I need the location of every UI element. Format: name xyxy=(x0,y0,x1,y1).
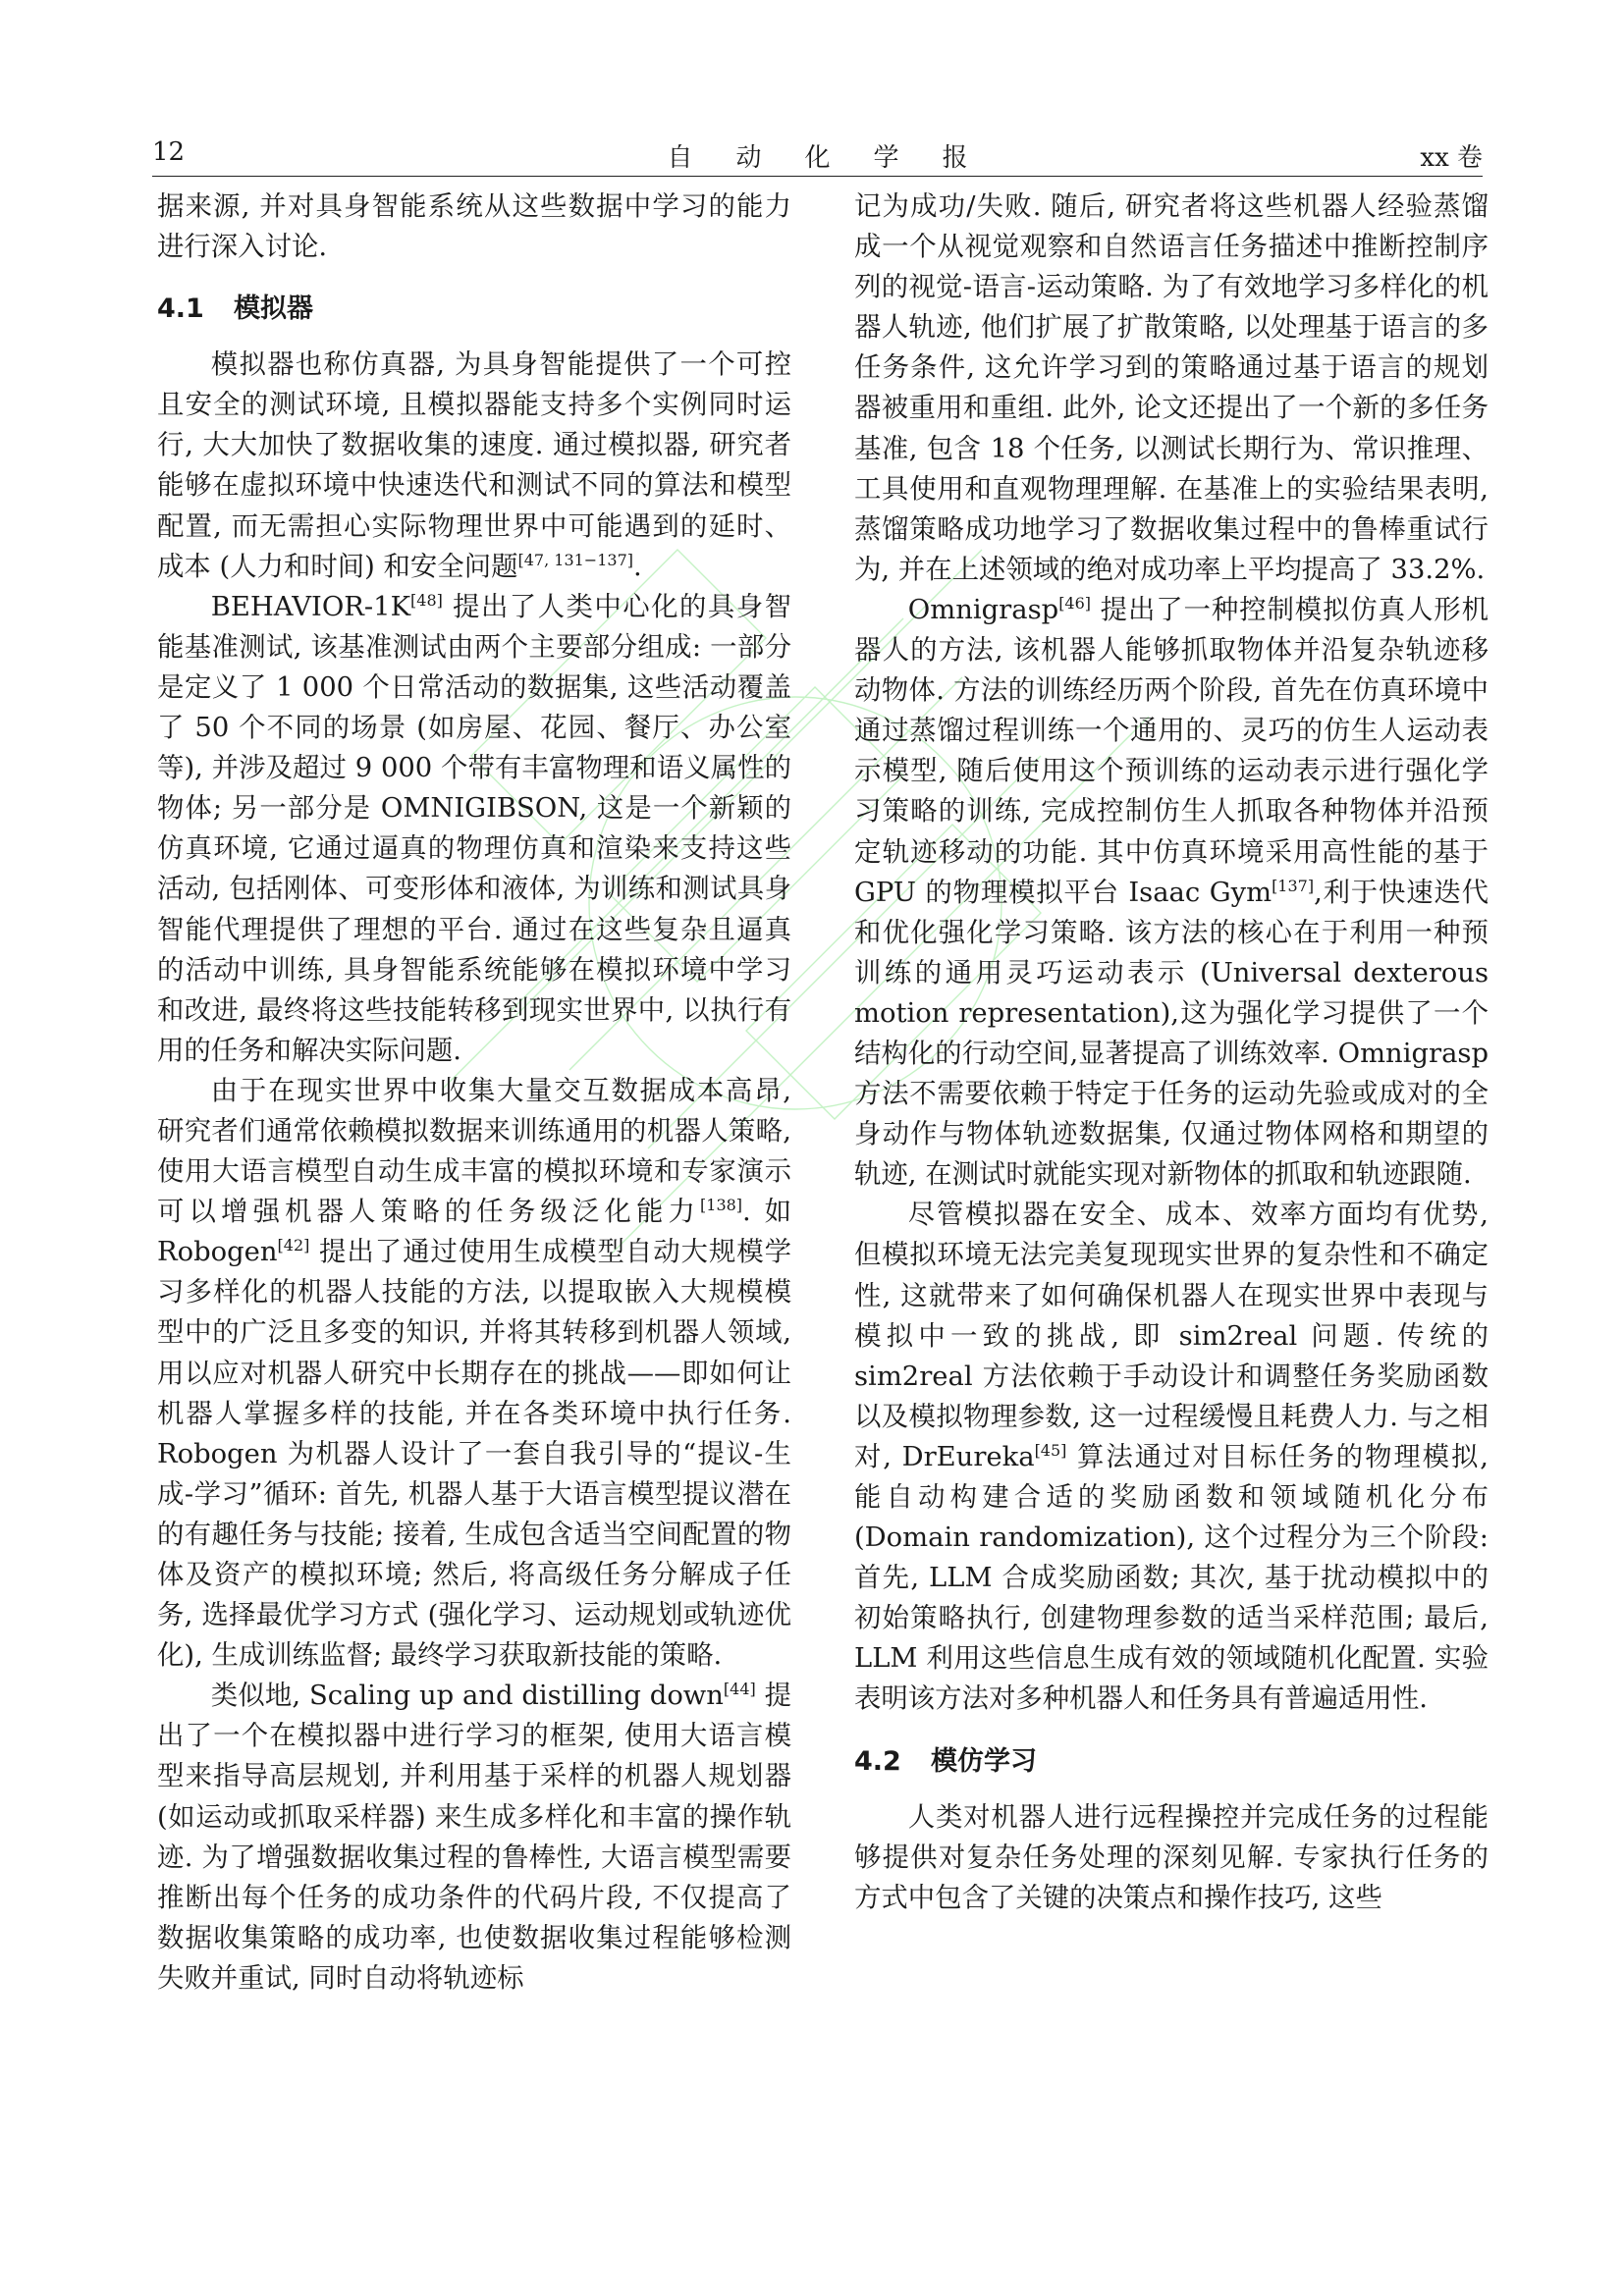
paragraph-text: ,利于快速迭代和优化强化学习策略. 该方法的核心在于利用一种预训练的通用灵巧运动表示 (Universal dexterous motion representation),这为强化学习提供了一个结构化的行动空间,显著提高了训练效率. Omnigrasp 方法不需要依赖于特定于任务的运动先验或成对的全身动作与物体轨迹数据集, 仅通过物体网格和期望的轨迹, 在测试时就能实现对新物体的抓取和轨迹跟随. xyxy=(854,877,1489,1191)
paragraph-text: 尽管模拟器在安全、成本、效率方面均有优势, 但模拟环境无法完美复现现实世界的复杂性和不确定性, 这就带来了如何确保机器人在现实世界中表现与模拟中一致的挑战, 即 sim2real 问题. 传统的 sim2real 方法依赖于手动设计和调整任务奖励函数以及模拟物理参数, 这一过程缓慢且耗费人力. 与之相对, DrEureka xyxy=(854,1200,1489,1472)
citation: [47, 131−137] xyxy=(517,550,633,569)
paragraph-text: 提出了人类中心化的具身智能基准测试, 该基准测试由两个主要部分组成: 一部分是定义了 1 000 个日常活动的数据集, 这些活动覆盖了 50 个不同的场景 (如房屋、花园、餐厅、办公室等), 并涉及超过 9 000 个带有丰富物理和语义属性的物体; 另一部分是 OMNIGIBSON, 这是一个新颖的仿真环境, 它通过逼真的物理仿真和渲染来支持这些活动, 包括刚体、可变形体和液体, 为训练和测试具身智能代理提供了理想的平台. 通过在这些复杂且逼真的活动中训练, 具身智能系统能够在模拟环境中学习和改进, 最终将这些技能转移到现实世界中, 以执行有用的任务和解决实际问题. xyxy=(157,591,791,1066)
journal-title: 自动化学报 xyxy=(667,143,1011,173)
volume-label: xx 卷 xyxy=(1420,143,1483,173)
citation: [42] xyxy=(277,1236,310,1255)
paragraph-text: . 如 Robogen xyxy=(157,1197,791,1268)
paragraph xyxy=(157,345,791,587)
citation: [137] xyxy=(1272,876,1315,895)
header-rule xyxy=(152,176,1483,177)
paragraph-text: 由于在现实世界中收集大量交互数据成本高昂, 研究者们通常依赖模拟数据来训练通用的机器人策略, 使用大语言模型自动生成丰富的模拟环境和专家演示可以增强机器人策略的任务级泛化能力 xyxy=(157,1075,791,1228)
section-number: 4.1 xyxy=(157,294,204,325)
right-column xyxy=(854,187,1489,1918)
paragraph-lead: BEHAVIOR-1K xyxy=(210,591,411,622)
paragraph-text: 提出了一个在模拟器中进行学习的框架, 使用大语言模型来指导高层规划, 并利用基于采样的机器人规划器 (如运动或抓取采样器) 来生成多样化和丰富的操作轨迹. 为了增强数据收集过程的鲁棒性, 大语言模型需要推断出每个任务的成功条件的代码片段, 不仅提高了数据收集策略的成功率, 也使数据收集过程能够检测失败并重试, 同时自动将轨迹标 xyxy=(157,1681,791,1994)
section-heading-4-2 xyxy=(854,1741,1489,1782)
running-header xyxy=(152,137,1483,177)
paragraph-text: 提出了通过使用生成模型自动大规模学习多样化的机器人技能的方法, 以提取嵌入大规模模型中的广泛且多变的知识, 并将其转移到机器人领域,用以应对机器人研究中长期存在的挑战——即如何让机器人掌握多样的技能, 并在各类环境中执行任务. Robogen 为机器人设计了一套自我引导的“提议-生成-学习”循环: 首先, 机器人基于大语言模型提议潜在的有趣任务与技能; 接着, 生成包含适当空间配置的物体及资产的模拟环境; 然后, 将高级任务分解成子任务, 选择最优学习方式 (强化学习、运动规划或轨迹优化), 生成训练监督; 最终学习获取新技能的策略. xyxy=(157,1237,791,1672)
paragraph-lead: 类似地, Scaling up and distilling down xyxy=(210,1681,724,1712)
paragraph xyxy=(854,1195,1489,1719)
paragraph-text: 提出了一种控制模拟仿真人形机器人的方法, 该机器人能够抓取物体并沿复杂轨迹移动物体. 方法的训练经历两个阶段, 首先在仿真环境中通过蒸馏过程训练一个通用的、灵巧的仿生人运动表示模型, 随后使用这个预训练的运动表示进行强化学习策略的训练, 完成控制仿生人抓取各种物体并沿预定轨迹移动的功能. 其中仿真环境采用高性能的基于 GPU 的物理模拟平台 Isaac Gym xyxy=(854,594,1489,908)
section-number: 4.2 xyxy=(854,1745,901,1777)
citation: [46] xyxy=(1058,593,1092,613)
paragraph: 记为成功/失败. 随后, 研究者将这些机器人经验蒸馏成一个从视觉观察和自然语言任务描述中推断控制序列的视觉-语言-运动策略. 为了有效地学习多样化的机器人轨迹, 他们扩展了扩散策略, 以处理基于语言的多任务条件, 这允许学习到的策略通过基于语言的规划器被重用和重组. 此外, 论文还提出了一个新的多任务基准, 包含 18 个任务, 以测试长期行为、常识推理、工具使用和直观物理理解. 在基准上的实验结果表明, 蒸馏策略成功地学习了数据收集过程中的鲁棒重试行为, 并在上述领域的绝对成功率上平均提高了 33.2%. xyxy=(854,191,1489,585)
citation: [44] xyxy=(723,1680,756,1699)
citation: [138] xyxy=(700,1196,743,1215)
page-number: 12 xyxy=(152,137,186,167)
paragraph xyxy=(157,1676,791,1999)
paragraph xyxy=(157,1071,791,1676)
paragraph-end: . xyxy=(632,551,642,582)
citation: [45] xyxy=(1034,1440,1067,1460)
section-title: 模拟器 xyxy=(234,294,313,325)
paragraph xyxy=(157,587,791,1071)
paragraph-text: 模拟器也称仿真器, 为具身智能提供了一个可控且安全的测试环境, 且模拟器能支持多个实例同时运行, 大大加快了数据收集的速度. 通过模拟器, 研究者能够在虚拟环境中快速迭代和测试不同的算法和模型配置, 而无需担心实际物理世界中可能遇到的延时、成本 (人力和时间) 和安全问题 xyxy=(157,349,791,582)
left-column xyxy=(157,187,791,1999)
paragraph-text: 算法通过对目标任务的物理模拟, 能自动构建合适的奖励函数和领域随机化分布 (Domain randomization), 这个过程分为三个阶段: 首先, LLM 合成奖励函数; 其次, 基于扰动模拟中的初始策略执行, 创建物理参数的适当采样范围; 最后, LLM 利用这些信息生成有效的领域随机化配置. 实验表明该方法对多种机器人和任务具有普遍适用性. xyxy=(854,1441,1489,1715)
paragraph xyxy=(854,590,1489,1195)
intro-paragraph: 据来源, 并对具身智能系统从这些数据中学习的能力进行深入讨论. xyxy=(157,191,791,263)
paragraph: 人类对机器人进行远程操控并完成任务的过程能够提供对复杂任务处理的深刻见解. 专家执行任务的方式中包含了关键的决策点和操作技巧, 这些 xyxy=(854,1801,1489,1913)
citation: [48] xyxy=(410,590,443,610)
section-title: 模仿学习 xyxy=(931,1745,1037,1777)
section-heading-4-1 xyxy=(157,289,791,329)
paragraph-lead: Omnigrasp xyxy=(907,594,1059,625)
